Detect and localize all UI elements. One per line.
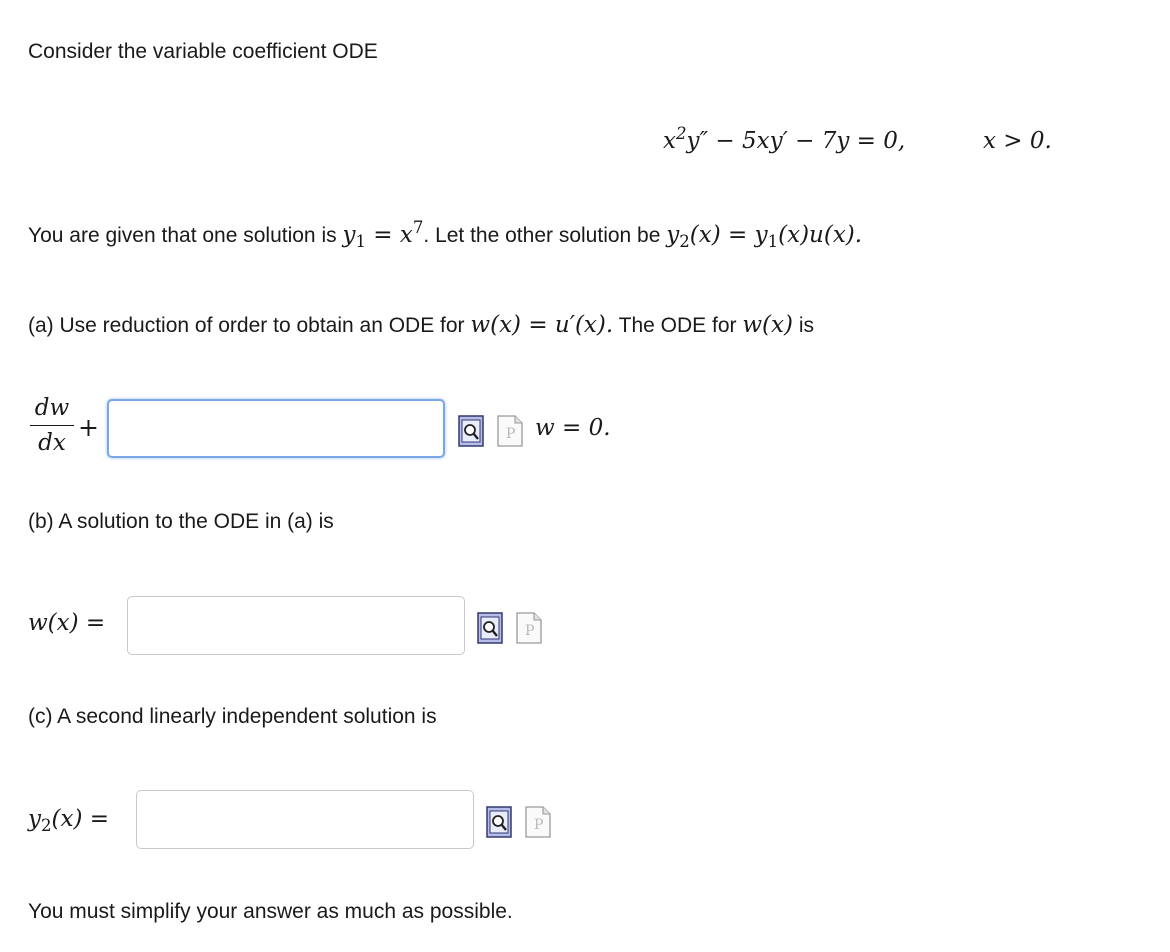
- given-prefix: You are given that one solution is: [28, 224, 337, 247]
- preview-icon[interactable]: [458, 415, 484, 447]
- part-a-answer-input[interactable]: [107, 399, 445, 458]
- intro-text: Consider the variable coefficient ODE: [28, 40, 378, 63]
- part-b-prompt: (b) A solution to the ODE in (a) is: [28, 510, 334, 533]
- part-a-prompt: (a) Use reduction of order to obtain an ODE for w(x) = u′(x). The ODE for w(x) is: [28, 312, 814, 338]
- svg-text:P: P: [534, 817, 544, 833]
- ode-rest: y″ − 5xy′ − 7y = 0,: [686, 128, 906, 154]
- w-definition: w(x) = u′(x).: [470, 312, 614, 338]
- part-b-answer-input[interactable]: [127, 596, 465, 655]
- fraction-numerator: dw: [34, 395, 70, 421]
- svg-text:P: P: [525, 623, 535, 639]
- dw-dx-fraction: [30, 395, 74, 456]
- part-c-lhs: $y_2(x)$ =: [28, 806, 110, 835]
- y1-expression: $y_1 = x^7$: [342, 217, 424, 251]
- ode-power: 2: [675, 123, 687, 143]
- part-b-lhs: w(x) =: [28, 610, 106, 636]
- ode-x: x: [663, 128, 676, 154]
- part-c-prompt: (c) A second linearly independent solution is: [28, 705, 437, 728]
- given-line: [28, 217, 863, 251]
- y2-expression: $y_2(x) = y_1(x)u(x)$.: [666, 222, 863, 251]
- footer-note: You must simplify your answer as much as possible.: [28, 900, 513, 923]
- format-help-icon[interactable]: [525, 806, 551, 838]
- main-ode: [663, 123, 906, 154]
- svg-text:P: P: [506, 426, 516, 442]
- given-middle: . Let the other solution be: [423, 224, 661, 247]
- fraction-bar: [30, 425, 74, 426]
- part-a-trailing: w = 0.: [535, 415, 611, 441]
- format-help-icon[interactable]: [516, 612, 542, 644]
- ode-condition: x > 0.: [983, 128, 1052, 154]
- w-var: w(x): [742, 312, 793, 338]
- part-c-answer-input[interactable]: [136, 790, 474, 849]
- format-help-icon[interactable]: [497, 415, 523, 447]
- fraction-denominator: dx: [38, 430, 66, 456]
- preview-icon[interactable]: [477, 612, 503, 644]
- plus-sign: +: [78, 413, 99, 442]
- preview-icon[interactable]: [486, 806, 512, 838]
